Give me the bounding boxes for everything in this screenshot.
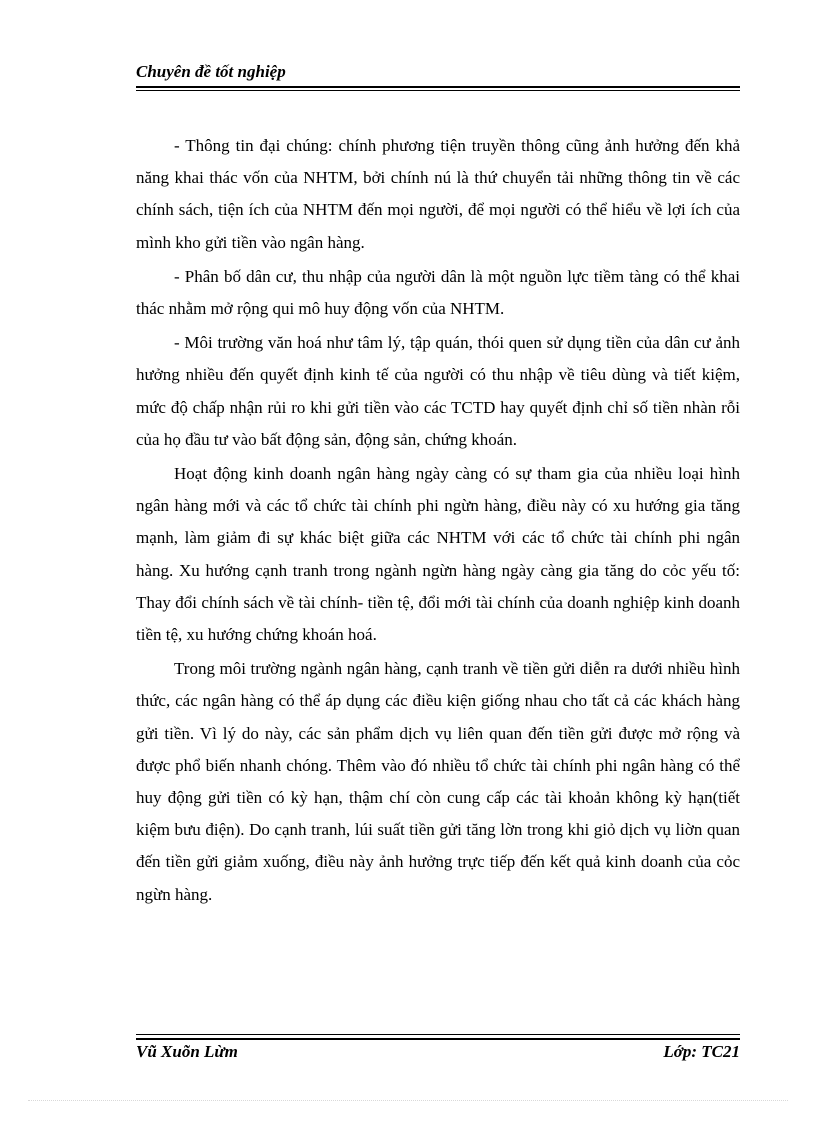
document-body: [136, 130, 740, 913]
paragraph: Trong môi trường ngành ngân hàng, cạnh tranh về tiền gửi diễn ra dưới nhiều hình thức, các ngân hàng có thể áp dụng các điều kiện giống nhau cho tất cả các khách hàng gửi tiền. Vì lý do này, các sản phẩm dịch vụ liên quan đến tiền gửi được mở rộng và được phổ biến nhanh chóng. Thêm vào đó nhiều tổ chức tài chính phi ngân hàng có thể huy động gửi tiền có kỳ hạn, thậm chí còn cung cấp các tài khoản không kỳ hạn(tiết kiệm bưu điện). Do cạnh tranh, lúi suất tiền gửi tăng lờn trong khi giỏ dịch vụ liờn quan đến tiền gửi giảm xuống, điều này ảnh hưởng trực tiếp đến kết quả kinh doanh của cỏc ngừn hàng.: [136, 659, 740, 904]
paragraph: - Phân bố dân cư, thu nhập của người dân là một nguồn lực tiềm tàng có thể khai thác nhằm mở rộng qui mô huy động vốn của NHTM.: [136, 266, 740, 319]
paragraph: - Thông tin đại chúng: chính phương tiện truyền thông cũng ảnh hưởng đến khả năng khai thác vốn của NHTM, bởi chính nú là thứ chuyển tải những thông tin về các chính sách, tiện ích của NHTM đến mọi người, để mọi người có thể hiểu về lợi ích của mình kho gửi tiền vào ngân hàng.: [136, 136, 740, 252]
footer-rule-thin: [136, 1034, 740, 1035]
page-edge-divider: [28, 1100, 788, 1101]
paragraph: - Môi trường văn hoá như tâm lý, tập quán, thói quen sử dụng tiền của dân cư ảnh hưởng nhiều đến quyết định kinh tế của người có thu nhập về tiêu dùng và tiết kiệm, mức độ chấp nhận rủi ro khi gửi tiền vào các TCTD hay quyết định chỉ số tiền nhàn rỗi của họ đầu tư vào bất động sản, động sản, chứng khoán.: [136, 333, 740, 449]
footer-author: Vũ Xuõn Lừm: [136, 1042, 238, 1061]
page-header: [136, 60, 740, 88]
header-title: Chuyên đề tốt nghiệp: [136, 62, 286, 81]
footer-rule-thick: [136, 1038, 740, 1040]
footer-class-label: Lớp: TC21: [663, 1042, 740, 1061]
header-rule: [136, 90, 740, 91]
paragraph: Hoạt động kinh doanh ngân hàng ngày càng có sự tham gia của nhiều loại hình ngân hàng mới và các tổ chức tài chính phi ngừn hàng, điều này có xu hướng gia tăng mạnh, làm giảm đi sự khác biệt giữa các NHTM với các tổ chức tài chính phi ngân hàng. Xu hướng cạnh tranh trong ngành ngừn hàng ngày càng gia tăng do cỏc yếu tố: Thay đổi chính sách về tài chính- tiền tệ, đổi mới tài chính của doanh nghiệp kinh doanh tiền tệ, xu hướng chứng khoán hoá.: [136, 464, 740, 645]
page-footer: [136, 1042, 740, 1066]
